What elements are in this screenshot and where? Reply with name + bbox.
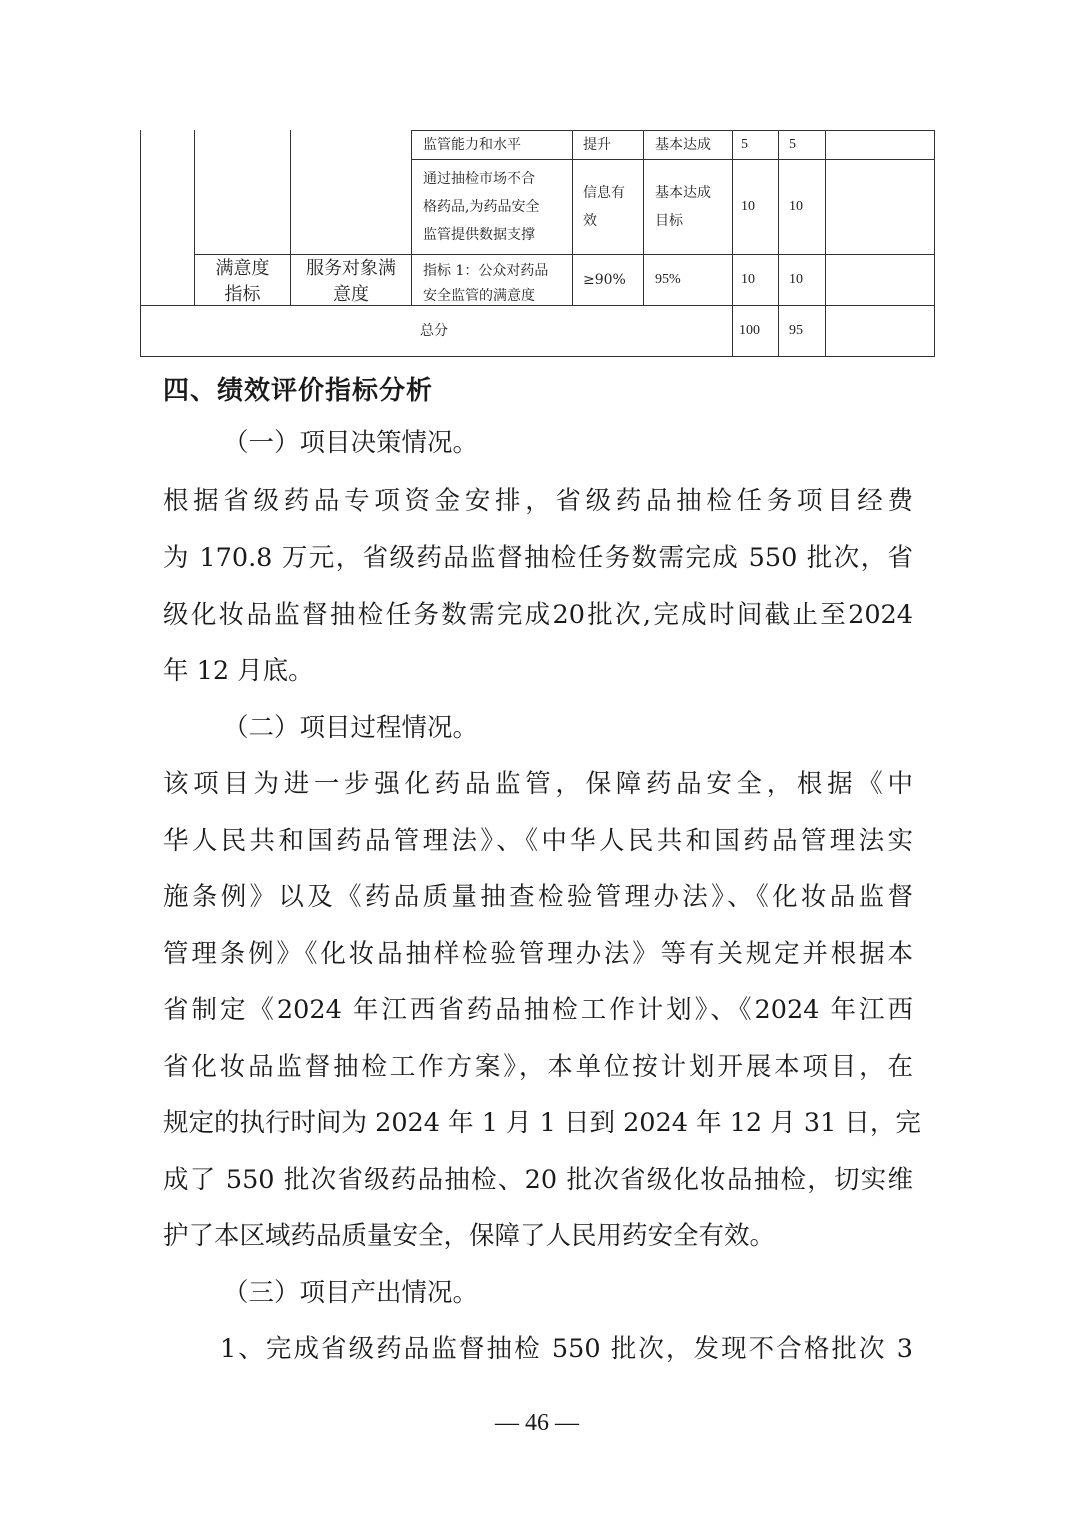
- paragraph-line: 管理条例》《化妆品抽样检验管理办法》等有关规定并根据本: [163, 939, 913, 969]
- indicator1-cell: 满意度: [215, 258, 270, 279]
- paragraph-line: 级化妆品监督抽检任务数需完成20批次,完成时间截止至2024: [163, 600, 913, 630]
- weight-cell: 10: [741, 199, 755, 214]
- target-cell: 效: [583, 213, 597, 229]
- paragraph-line: 省化妆品监督抽检工作方案》，本单位按计划开展本项目，在: [163, 1052, 913, 1082]
- indicator3-cell: 监管提供数据支撑: [423, 227, 535, 243]
- target-cell: 信息有: [583, 185, 625, 201]
- subheading-decision: （一）项目决策情况。: [223, 428, 479, 458]
- score-cell: 5: [789, 137, 796, 152]
- paragraph-line: 省制定《2024 年江西省药品抽检工作计划》、《2024 年江西: [163, 995, 913, 1025]
- target-cell: ≥90%: [583, 272, 626, 288]
- indicator3-cell: 指标 1：公众对药品: [423, 263, 549, 279]
- indicator1-cell: 指标: [224, 284, 261, 305]
- paragraph-line: 成了 550 批次省级药品抽检、20 批次省级化妆品抽检，切实维: [163, 1165, 913, 1195]
- paragraph-line: 年 12 月底。: [163, 656, 314, 686]
- actual-cell: 基本达成: [655, 185, 711, 201]
- indicator3-cell: 通过抽检市场不合: [423, 171, 535, 187]
- target-cell: 提升: [583, 137, 611, 153]
- indicator2-cell: 意度: [333, 284, 369, 305]
- subheading-output: （三）项目产出情况。: [223, 1278, 479, 1308]
- paragraph-line: 规定的执行时间为 2024 年 1 月 1 日到 2024 年 12 月 31 日，完: [163, 1108, 921, 1138]
- indicator2-cell: 服务对象满: [306, 258, 396, 279]
- paragraph-line: 1、完成省级药品监督抽检 550 批次，发现不合格批次 3: [220, 1334, 913, 1364]
- actual-cell: 基本达成: [655, 137, 711, 153]
- subheading-process: （二）项目过程情况。: [223, 713, 479, 743]
- weight-cell: 10: [741, 272, 755, 287]
- total-weight: 100: [739, 323, 760, 338]
- page-number: — 46 —: [495, 1410, 579, 1436]
- weight-cell: 5: [741, 137, 748, 152]
- indicator3-cell: 监管能力和水平: [423, 137, 521, 153]
- paragraph-line: 施条例》以及《药品质量抽查检验管理办法》、《化妆品监督: [163, 882, 913, 912]
- score-cell: 10: [789, 272, 803, 287]
- indicator3-cell: 格药品,为药品安全: [423, 199, 540, 215]
- paragraph-line: 根据省级药品专项资金安排，省级药品抽检任务项目经费: [163, 486, 913, 516]
- paragraph-line: 该项目为进一步强化药品监管，保障药品安全，根据《中: [163, 769, 913, 799]
- performance-table: [0, 0, 1074, 360]
- paragraph-line: 华人民共和国药品管理法》、《中华人民共和国药品管理法实: [163, 826, 913, 856]
- score-cell: 10: [789, 199, 803, 214]
- paragraph-line: 护了本区域药品质量安全，保障了人民用药安全有效。: [163, 1221, 776, 1251]
- total-label: 总分: [420, 323, 448, 339]
- total-score: 95: [789, 323, 803, 338]
- actual-cell: 95%: [655, 272, 681, 287]
- indicator3-cell: 安全监管的满意度: [423, 288, 535, 304]
- paragraph-line: 为 170.8 万元，省级药品监督抽检任务数需完成 550 批次，省: [163, 543, 913, 573]
- actual-cell: 目标: [655, 213, 683, 229]
- section-heading: 四、绩效评价指标分析: [163, 376, 434, 406]
